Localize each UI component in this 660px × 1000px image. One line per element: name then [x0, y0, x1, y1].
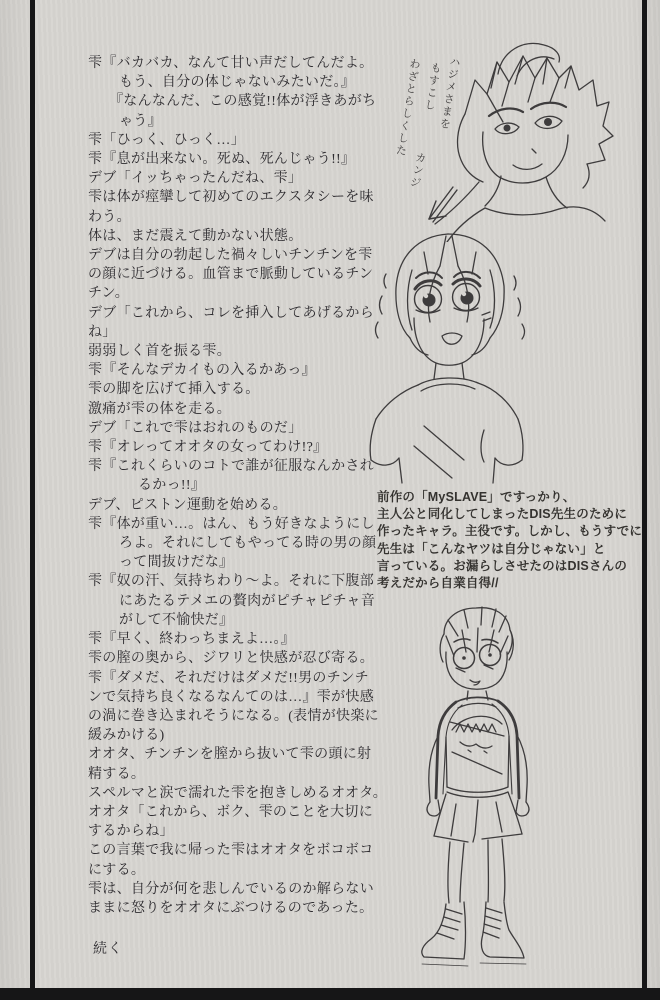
sketch-worried-boy-bust: [366, 226, 536, 484]
script-line: チン。: [88, 286, 130, 302]
page-border-right: [642, 0, 647, 990]
script-text-block: [88, 54, 403, 918]
script-line: 雫『早く、終わっちまえよ…。』: [88, 632, 296, 648]
script-line: って間抜けだな』: [119, 555, 234, 571]
script-line: がして不愉快だ』: [119, 612, 234, 628]
script-line: デブは自分の勃起した禍々しいチンチンを雫: [88, 248, 373, 264]
script-line: 雫『バカバカ、なんて甘い声だしてんだよ。: [88, 56, 374, 71]
caption-text-block: [377, 489, 643, 592]
script-line: ね」: [88, 324, 117, 340]
script-line: にする。: [88, 862, 146, 878]
handwritten-note-col-1: ハジメさまを: [437, 55, 462, 132]
page-border-left: [30, 0, 35, 990]
script-line: もう、自分の体じゃないみたいだ。』: [119, 75, 356, 91]
script-line: オオタ「これから、ボク、雫のことを大切に: [88, 804, 374, 820]
script-line: デブ「イッちゃったんだね、雫」: [88, 171, 303, 187]
arrow-down-left-icon: [429, 187, 457, 222]
script-line: 雫の膣の奥から、ジワリと快感が忍び寄る。: [88, 651, 374, 667]
script-line: スペルマと涙で濡れた雫を抱きしめるオオタ。: [88, 785, 388, 801]
script-line: ままに怒りをオオタにぶつけるのであった。: [88, 900, 374, 916]
script-line: の顔に近づける。血管まで脈動しているチン: [88, 267, 374, 283]
script-line: の渦に巻き込まれそうになる。(表情が快楽に: [88, 708, 379, 724]
script-line: 雫の脚を広げて挿入する。: [88, 382, 260, 398]
script-line: わう。: [88, 209, 131, 225]
handwritten-note-col-3: わざとらしくした: [393, 57, 422, 158]
script-line: 雫は体が痙攣して初めてのエクスタシーを味: [88, 190, 374, 206]
script-line: デブ「これで雫はおれのものだ」: [88, 420, 303, 436]
caption-line: 作ったキャラ。主役です。しかし、もうすでに: [377, 524, 643, 539]
script-line: 雫『体が重い…。はん、もう好きなようにし: [88, 516, 375, 532]
eye-pupils: [462, 653, 492, 660]
sketch-standing-boy-fullbody: [398, 602, 578, 988]
script-line: 激痛が雫の体を走る。: [88, 401, 231, 417]
script-line: ろよ。それにしてもやってる時の男の顔: [119, 536, 377, 552]
script-line: 体は、まだ震えて動かない状態。: [88, 228, 303, 244]
script-line: デブ、ピストン運動を始める。: [88, 497, 288, 513]
caption-line: 前作の「MySLAVE」ですっかり、: [377, 490, 576, 504]
script-line: この言葉で我に帰った雫はオオタをボコボコ: [88, 843, 374, 859]
script-line: オオタ、チンチンを膣から抜いて雫の頭に射: [88, 747, 372, 763]
script-line: 雫『奴の汗、気持ちわり〜よ。それに下腹部: [88, 574, 374, 590]
caption-line: 言っている。お漏らしさせたのはDISさんの: [377, 558, 628, 573]
caption-line: 考えだから自業自得//: [377, 576, 499, 591]
caption-line: 先生は「こんなヤツは自分じゃない」と: [377, 541, 606, 556]
handwritten-note-col-4: カンジ: [407, 150, 427, 190]
caption-line: 主人公と同化してしまったDIS先生のために: [377, 507, 628, 522]
eye-pupils: [504, 118, 553, 132]
script-line: 雫は、自分が何を悲しんでいるのか解らない: [88, 881, 374, 897]
script-line: デブ「これから、コレを挿入してあげるから: [88, 305, 374, 321]
continued-label: 続く: [93, 942, 123, 957]
handwritten-note-col-2: もすこし: [422, 61, 443, 113]
script-line: 精する。: [88, 766, 146, 782]
script-line: 雫『そんなデカイもの入るかあっ』: [88, 363, 316, 379]
script-line: ゃう』: [119, 113, 162, 129]
script-line: ンで気持ち良くなるなんてのは…』雫が快感: [88, 689, 374, 705]
script-line: 雫「ひっく、ひっく…」: [88, 132, 246, 148]
page-border-bottom: [0, 988, 660, 1000]
script-line: 雫『オレってオオタの女ってわけ!?』: [88, 440, 328, 456]
script-line: 雫『ダメだ、それだけはダメだ!!男のチンチ: [88, 670, 369, 686]
script-line: 弱弱しく首を振る雫。: [88, 344, 231, 360]
script-line: 緩みかける): [88, 728, 165, 744]
script-line: るかっ!!』: [138, 478, 206, 494]
script-line: するからね」: [88, 824, 174, 840]
script-line: 雫『息が出来ない。死ぬ、死んじゃう!!』: [88, 152, 356, 168]
script-line: にあたるテメエの贅肉がピチャピチャ音: [119, 593, 375, 609]
script-line: 『なんなんだ、この感覚!!体が浮きあがち: [109, 94, 377, 110]
sketch-smiling-boy-head: [385, 32, 645, 242]
script-line: 雫『これくらいのコトで誰が征服なんかされ: [88, 459, 374, 475]
